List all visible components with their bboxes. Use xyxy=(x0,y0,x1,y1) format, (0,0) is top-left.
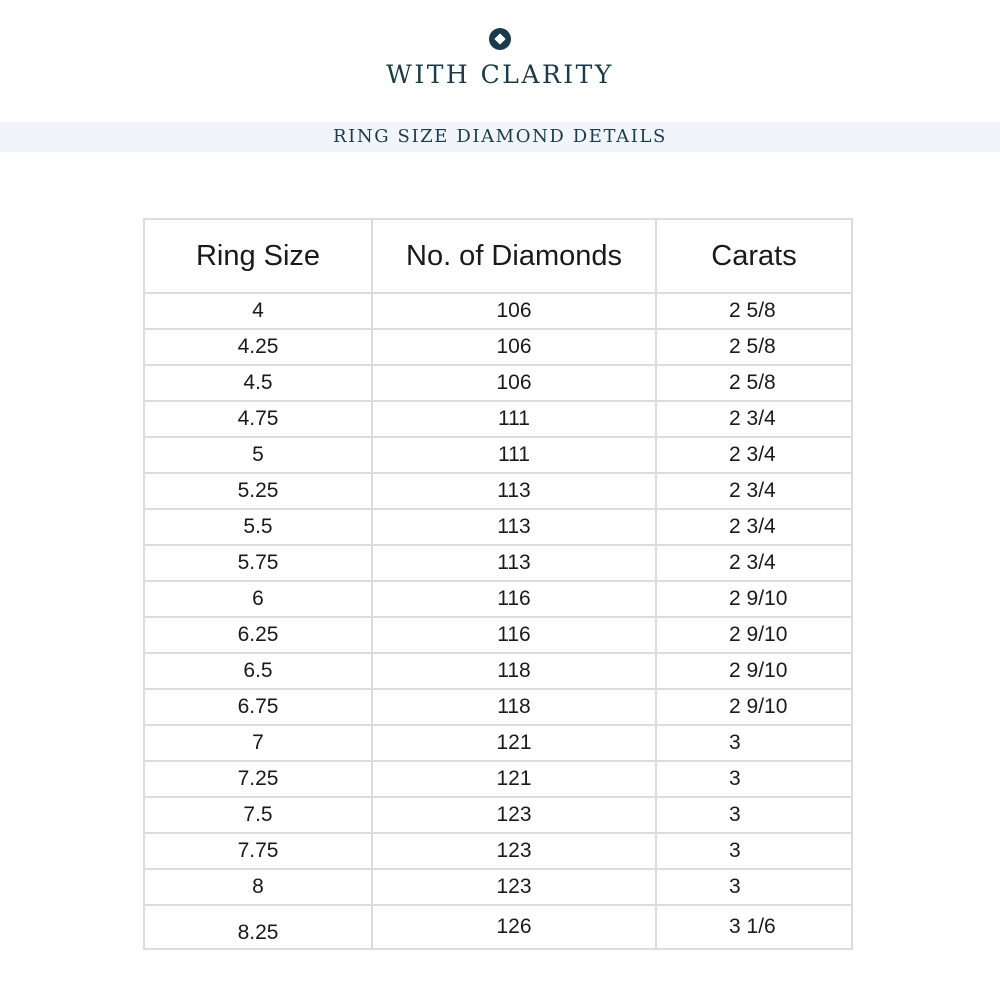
diamond-icon xyxy=(494,33,505,44)
ring-size-cell: 4.25 xyxy=(144,329,372,365)
section-title: RING SIZE DIAMOND DETAILS xyxy=(333,126,667,147)
diamond-count-cell: 123 xyxy=(372,869,656,905)
brand-name: WITH CLARITY xyxy=(386,60,614,89)
diamond-count-cell: 106 xyxy=(372,293,656,329)
table-row xyxy=(144,653,852,689)
table-row xyxy=(144,797,852,833)
diamond-count-cell: 126 xyxy=(372,905,656,949)
table-row xyxy=(144,473,852,509)
ring-size-cell: 6.25 xyxy=(144,617,372,653)
table-row xyxy=(144,401,852,437)
ring-size-cell: 8 xyxy=(144,869,372,905)
carat-weight-cell: 2 9/10 xyxy=(656,653,852,689)
ring-size-cell: 5 xyxy=(144,437,372,473)
carat-weight-cell: 2 5/8 xyxy=(656,329,852,365)
table-row xyxy=(144,905,852,949)
diamond-count-cell: 113 xyxy=(372,473,656,509)
diamond-count-cell: 106 xyxy=(372,365,656,401)
table-row xyxy=(144,437,852,473)
table-row xyxy=(144,869,852,905)
carat-weight-cell: 2 3/4 xyxy=(656,545,852,581)
ring-size-cell: 4.75 xyxy=(144,401,372,437)
table-row xyxy=(144,833,852,869)
diamond-count-cell: 121 xyxy=(372,725,656,761)
carat-weight-cell: 3 xyxy=(656,869,852,905)
carat-weight-cell: 2 5/8 xyxy=(656,293,852,329)
diamond-count-cell: 106 xyxy=(372,329,656,365)
ring-size-cell: 4 xyxy=(144,293,372,329)
carat-weight-cell: 3 xyxy=(656,761,852,797)
carat-weight-cell: 2 3/4 xyxy=(656,401,852,437)
diamond-count-cell: 111 xyxy=(372,437,656,473)
carat-weight-cell: 2 3/4 xyxy=(656,509,852,545)
ring-size-cell: 5.5 xyxy=(144,509,372,545)
diamond-count-cell: 113 xyxy=(372,509,656,545)
diamond-count-cell: 116 xyxy=(372,581,656,617)
carat-weight-cell: 2 9/10 xyxy=(656,689,852,725)
carat-weight-cell: 3 1/6 xyxy=(656,905,852,949)
table-row xyxy=(144,725,852,761)
diamond-count-cell: 118 xyxy=(372,653,656,689)
carat-weight-cell: 2 9/10 xyxy=(656,617,852,653)
ring-size-cell: 5.25 xyxy=(144,473,372,509)
table-row xyxy=(144,761,852,797)
carat-weight-cell: 2 9/10 xyxy=(656,581,852,617)
carat-weight-cell: 3 xyxy=(656,725,852,761)
section-banner xyxy=(0,122,1000,152)
header-carats: Carats xyxy=(656,219,852,293)
diamond-count-cell: 121 xyxy=(372,761,656,797)
table-row xyxy=(144,365,852,401)
ring-size-table xyxy=(143,218,853,950)
table-row xyxy=(144,509,852,545)
ring-size-cell: 8.25 xyxy=(144,905,372,949)
carat-weight-cell: 3 xyxy=(656,833,852,869)
ring-size-cell: 7.25 xyxy=(144,761,372,797)
ring-size-cell: 5.75 xyxy=(144,545,372,581)
diamond-count-cell: 118 xyxy=(372,689,656,725)
ring-size-cell: 6.75 xyxy=(144,689,372,725)
diamond-count-cell: 111 xyxy=(372,401,656,437)
table-row xyxy=(144,329,852,365)
diamond-count-cell: 123 xyxy=(372,797,656,833)
carat-weight-cell: 2 3/4 xyxy=(656,437,852,473)
carat-weight-cell: 2 3/4 xyxy=(656,473,852,509)
ring-size-cell: 4.5 xyxy=(144,365,372,401)
ring-size-cell: 7.75 xyxy=(144,833,372,869)
header-ring-size: Ring Size xyxy=(144,219,372,293)
ring-size-cell: 7 xyxy=(144,725,372,761)
diamond-logo-icon xyxy=(489,28,511,50)
table-row xyxy=(144,545,852,581)
table-header-row xyxy=(144,219,852,293)
carat-weight-cell: 3 xyxy=(656,797,852,833)
header-no-of-diamonds: No. of Diamonds xyxy=(372,219,656,293)
ring-size-cell: 6 xyxy=(144,581,372,617)
table-row xyxy=(144,689,852,725)
table-row xyxy=(144,581,852,617)
diamond-count-cell: 116 xyxy=(372,617,656,653)
table-row xyxy=(144,293,852,329)
ring-size-cell: 6.5 xyxy=(144,653,372,689)
diamond-count-cell: 113 xyxy=(372,545,656,581)
table-row xyxy=(144,617,852,653)
diamond-count-cell: 123 xyxy=(372,833,656,869)
carat-weight-cell: 2 5/8 xyxy=(656,365,852,401)
ring-size-cell: 7.5 xyxy=(144,797,372,833)
